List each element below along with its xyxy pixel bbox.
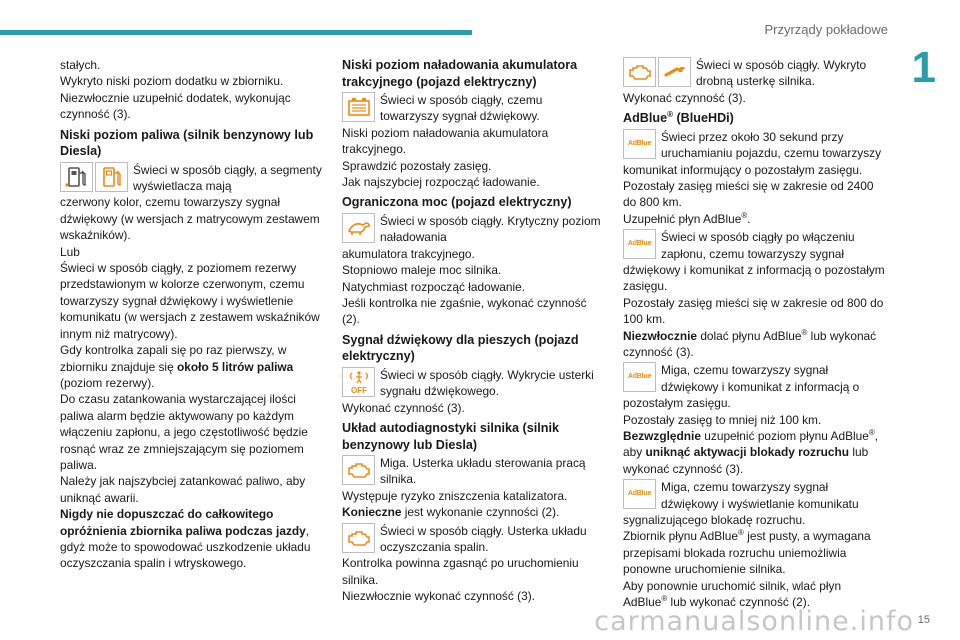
paragraph: Jak najszybciej rozpocząć ładowanie.	[342, 175, 540, 190]
watermark: carmanualsonline.info	[594, 606, 914, 637]
lamp-description: Miga. Usterka układu sterowania pracą silnika.	[380, 456, 586, 487]
lamp-description: Świeci w sposób ciągły. Wykryto drobną usterkę silnika.	[696, 58, 867, 89]
warning-lamp-row	[623, 229, 885, 262]
column-1	[60, 57, 322, 572]
page-number: 15	[917, 614, 930, 626]
warning-lamp-row	[623, 57, 885, 90]
battery-charge-icon	[342, 92, 375, 122]
paragraph: Jeśli kontrolka nie zgaśnie, wykonać czynność (2).	[342, 295, 587, 327]
engine-check-icon	[342, 523, 375, 553]
section-heading: Układ autodiagnostyki silnika (silnik benzynowy lub Diesla)	[342, 421, 559, 452]
paragraph: Niezwłocznie uzupełnić dodatek, wykonując czynność (3).	[60, 90, 291, 122]
paragraph: Natychmiast rozpocząć ładowanie.	[342, 279, 526, 294]
paragraph: stałych.	[60, 58, 101, 72]
header-accent-bar	[0, 30, 472, 35]
engine-check-icon	[342, 455, 375, 485]
fuel-pump-icon	[60, 162, 93, 192]
engine-check-icon	[623, 57, 656, 87]
paragraph: Zbiornik płynu AdBlue® jest pusty, a wymagana przepisami blokada rozruchu uniemożliwia ponowne uruchomienie silnika.	[623, 528, 871, 577]
warning-lamp-row	[623, 129, 885, 162]
paragraph: czerwony kolor, czemu towarzyszy sygnał dźwiękowy (w wersjach z matrycowym zestawem wskaźników).	[60, 195, 320, 243]
paragraph: Kontrolka powinna zgasnąć po uruchomieniu silnika.	[342, 556, 579, 587]
paragraph: Należy jak najszybciej zatankować paliwo, aby uniknąć awarii.	[60, 474, 306, 505]
paragraph: akumulatora trakcyjnego.	[342, 246, 475, 261]
warning-lamp-row	[623, 479, 885, 512]
off-label: OFF	[350, 385, 367, 395]
column-2	[342, 57, 604, 605]
warning-lamp-row	[60, 162, 322, 195]
paragraph: Uzupełnić płyn AdBlue®.	[623, 210, 751, 226]
paragraph: Niezwłocznie dolać płynu AdBlue® lub wykonać czynność (3).	[623, 327, 877, 359]
adblue-icon: AdBlue	[623, 479, 656, 509]
paragraph: Wykonać czynność (3).	[342, 400, 465, 415]
paragraph: Sprawdzić pozostały zasięg.	[342, 158, 492, 173]
section-heading: Niski poziom naładowania akumulatora trakcyjnego (pojazd elektryczny)	[342, 58, 578, 89]
wrench-icon	[658, 57, 691, 87]
paragraph: dźwiękowy i komunikat z informacją o pozostałym zasięgu.	[623, 262, 885, 294]
paragraph: Świeci w sposób ciągły, z poziomem rezerwy przedstawionym w kolorze czerwonym, czemu towarzyszy sygnał dźwiękowy i wyświetlenie komunikatu (w wersjach z zestawem wskaźników innym niż matrycowy).	[60, 261, 320, 341]
section-heading: Niski poziom paliwa (silnik benzynowy lub Diesla)	[60, 127, 314, 159]
warning-lamp-row	[342, 92, 604, 125]
warning-lamp-row	[342, 367, 604, 400]
warning-lamp-row	[623, 362, 885, 395]
adblue-icon: AdBlue	[623, 229, 656, 259]
section-heading: Ograniczona moc (pojazd elektryczny)	[342, 195, 572, 210]
paragraph: sygnalizującego blokadę rozruchu.	[623, 513, 806, 528]
paragraph: Wykonać czynność (3).	[623, 90, 746, 105]
fuel-pump-icon	[95, 162, 128, 192]
paragraph: Pozostały zasięg mieści się w zakresie od 800 do 100 km.	[623, 295, 884, 327]
paragraph: Niezwłocznie wykonać czynność (3).	[342, 589, 535, 604]
paragraph: Pozostały zasięg to mniej niż 100 km.	[623, 412, 822, 427]
paragraph: Niski poziom naładowania akumulatora trakcyjnego.	[342, 125, 549, 157]
section-heading: AdBlue® (BlueHDi)	[623, 110, 734, 126]
adblue-icon: AdBlue	[623, 362, 656, 392]
lamp-description: Miga, czemu towarzyszy sygnał dźwiękowy i wyświetlanie komunikatu	[661, 480, 859, 511]
warning-paragraph: Nigdy nie dopuszczać do całkowitego opróżnienia zbiornika paliwa podczas jazdy, gdyż może to spowodować uszkodzenie układu oczyszczania spalin i wtryskowego.	[60, 507, 311, 571]
running-title: Przyrządy pokładowe	[764, 22, 888, 37]
paragraph: pozostałym zasięgu.	[623, 396, 731, 411]
paragraph: Konieczne jest wykonanie czynności (2).	[342, 505, 560, 520]
lamp-description: Świeci w sposób ciągły, czemu towarzyszy sygnał dźwiękowy.	[380, 93, 543, 124]
section-heading: Sygnał dźwiękowy dla pieszych (pojazd elektryczny)	[342, 332, 579, 364]
pedestrian-sound-off-icon	[342, 367, 375, 397]
paragraph: komunikat informujący o pozostałym zasięgu.	[623, 162, 863, 177]
warning-lamp-row	[342, 455, 604, 488]
column-3	[623, 57, 885, 611]
paragraph: Aby ponownie uruchomić silnik, wlać płyn	[623, 578, 842, 593]
paragraph: Gdy kontrolka zapali się po raz pierwszy, w zbiorniku znajduje się około 5 litrów paliwa (poziom rezerwy).	[60, 343, 294, 390]
lamp-description: Świeci w sposób ciągły, a segmenty wyświetlacza mają	[133, 162, 322, 194]
lamp-description: Świeci w sposób ciągły. Krytyczny poziom naładowania	[380, 213, 601, 245]
lamp-description: Świeci w sposób ciągły po włączeniu zapłonu, czemu towarzyszy sygnał	[661, 230, 855, 261]
paragraph: Pozostały zasięg mieści się w zakresie od 2400 do 800 km.	[623, 178, 874, 210]
paragraph: AdBlue® lub wykonać czynność (2).	[623, 594, 810, 610]
paragraph: Do czasu zatankowania wystarczającej ilości paliwa alarm będzie aktywowany po każdym włączeniu zapłonu, a jego częstotliwość będzie rosnąć wraz ze zmniejszającym się poziomem paliwa.	[60, 392, 308, 472]
lamp-description: Świeci przez około 30 sekund przy uruchamianiu pojazdu, czemu towarzyszy	[661, 129, 882, 161]
turtle-power-limit-icon	[342, 213, 375, 243]
lamp-description: Świeci w sposób ciągły. Wykrycie usterki sygnału dźwiękowego.	[380, 367, 594, 399]
chapter-number: 1	[911, 43, 936, 92]
adblue-icon: AdBlue	[623, 129, 656, 159]
paragraph: Wykryto niski poziom dodatku w zbiorniku.	[60, 74, 284, 89]
lamp-description: Miga, czemu towarzyszy sygnał dźwiękowy i komunikat z informacją o	[661, 363, 860, 394]
paragraph: Stopniowo maleje moc silnika.	[342, 263, 502, 278]
paragraph: Występuje ryzyko zniszczenia katalizatora.	[342, 488, 568, 503]
paragraph: Lub	[60, 244, 80, 259]
lamp-description: Świeci w sposób ciągły. Usterka układu oczyszczania spalin.	[380, 523, 587, 555]
warning-lamp-row	[342, 213, 604, 246]
paragraph: Bezwzględnie uzupełnić poziom płynu AdBlue®, aby uniknąć aktywacji blokady rozruchu lub wykonać czynność (3).	[623, 428, 879, 476]
warning-lamp-row	[342, 523, 604, 556]
